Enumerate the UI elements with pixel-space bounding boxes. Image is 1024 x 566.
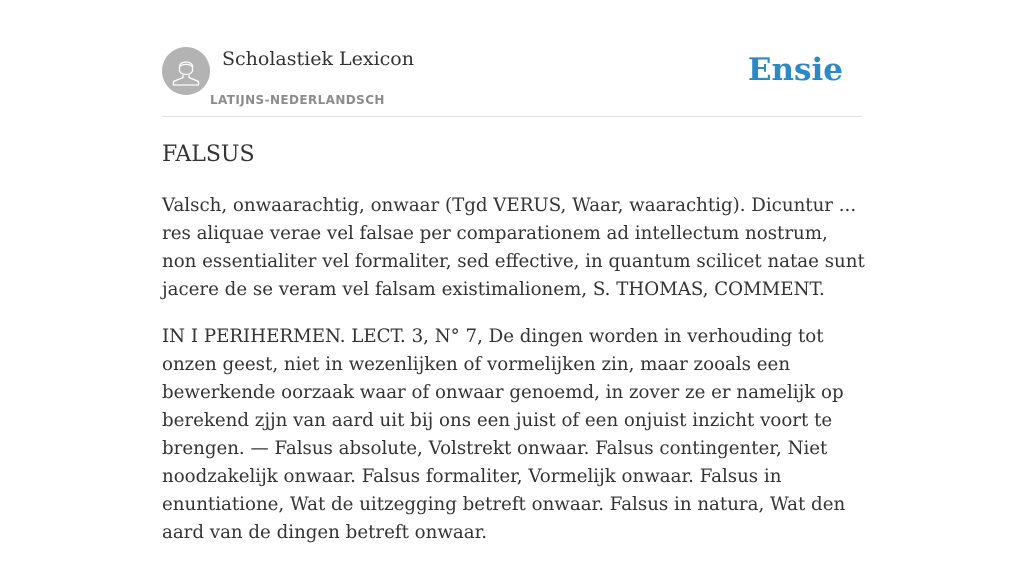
- lexicon-header: [162, 47, 862, 117]
- entry-paragraph: IN I PERIHERMEN. LECT. 3, N° 7, De dingen worden in verhouding tot onzen geest, niet in wezenlijken of vormelijken zin, maar zooals een bewerkende oorzaak waar of onwaar genoemd, in zover ze er namelijk op berekend zjjn van aard uit bij ons een juist of een onjuist inzicht voort te brengen. — Falsus absolute, Volstrekt onwaar. Falsus contingenter, Niet noodzakelijk onwaar. Falsus formaliter, Vormelijk onwaar. Falsus in enuntiatione, Wat de uitzegging betreft onwaar. Falsus in natura, Wat den aard van de dingen betreft onwaar.: [162, 326, 846, 543]
- ensie-logo[interactable]: Ensie: [747, 52, 843, 88]
- lexicon-title[interactable]: Scholastiek Lexicon: [222, 48, 414, 70]
- lexicon-subtitle: LATIJNS-NEDERLANDSCH: [210, 93, 385, 107]
- entry-title: FALSUS: [162, 142, 255, 167]
- entry-body: [162, 192, 866, 566]
- lexicon-avatar[interactable]: [162, 47, 210, 95]
- user-icon: [162, 47, 210, 95]
- page: [162, 0, 865, 543]
- entry-paragraph: Valsch, onwaarachtig, onwaar (Tgd VERUS, Waar, waarachtig). Dicuntur ... res aliquae verae vel falsae per comparationem ad intellectum nostrum, non essentialiter vel formaliter, sed effective, in quantum scilicet natae sunt jacere de se veram vel falsam existimalionem, S. THOMAS, COMMENT.: [162, 195, 865, 300]
